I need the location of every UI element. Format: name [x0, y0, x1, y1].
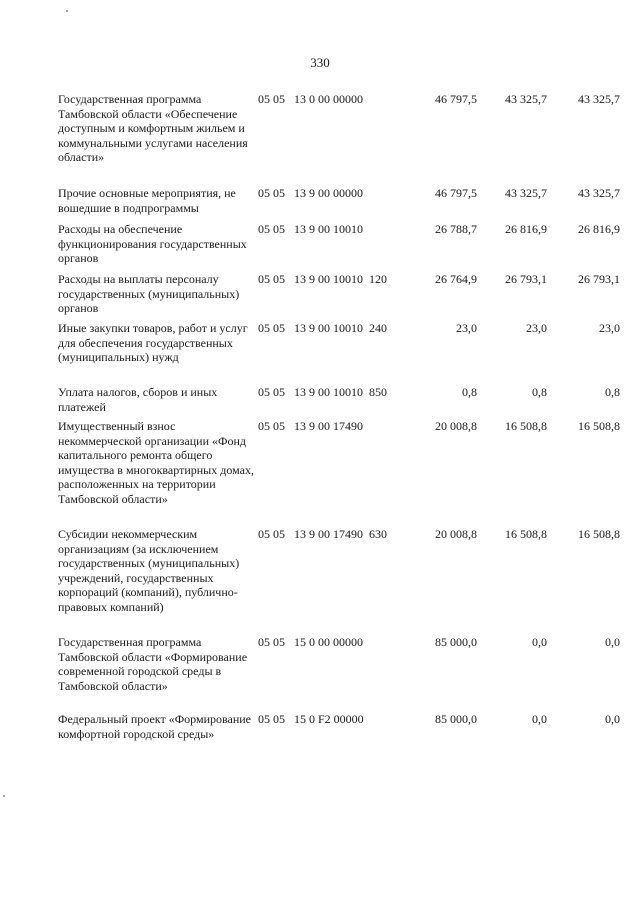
row-code: 05 05 13 0 00 00000 — [258, 92, 363, 106]
row-code: 05 05 13 9 00 17490 — [258, 419, 363, 433]
row-code: 05 05 15 0 00 00000 — [258, 635, 363, 649]
row-value-3: 43 325,7 — [578, 92, 620, 106]
scan-speck — [66, 10, 68, 12]
row-code: 05 05 13 9 00 10010 850 — [258, 385, 387, 399]
row-description: Расходы на обеспечение функционирования государственных органов — [58, 222, 247, 265]
row-description: Субсидии некоммерческим организациям (за исключением государственных (муниципальных) учреждений, государственных корпораций (компаний), публично-правовых компаний) — [58, 527, 240, 614]
row-code: 05 05 15 0 F2 00000 — [258, 712, 364, 726]
row-value-1: 20 008,8 — [435, 419, 477, 433]
row-value-2: 26 816,9 — [505, 222, 547, 236]
row-value-1: 46 797,5 — [435, 92, 477, 106]
page-number: 330 — [310, 55, 330, 70]
row-value-1: 26 788,7 — [435, 222, 477, 236]
row-description: Имущественный взнос некоммерческой организации «Фонд капитального ремонта общего имущества в многоквартирных домах, расположенных на территории Тамбовской области» — [58, 419, 254, 506]
row-value-3: 43 325,7 — [578, 186, 620, 200]
row-value-3: 26 816,9 — [578, 222, 620, 236]
row-value-1: 0,8 — [462, 385, 477, 399]
row-value-3: 23,0 — [599, 321, 620, 335]
row-value-3: 0,0 — [605, 635, 620, 649]
row-value-1: 26 764,9 — [435, 272, 477, 286]
row-value-1: 46 797,5 — [435, 186, 477, 200]
row-description: Иные закупки товаров, работ и услуг для обеспечения государственных (муниципальных) нужд — [58, 321, 248, 364]
row-value-3: 0,0 — [605, 712, 620, 726]
row-value-3: 26 793,1 — [578, 272, 620, 286]
row-value-2: 16 508,8 — [505, 527, 547, 541]
row-value-3: 16 508,8 — [578, 419, 620, 433]
row-value-2: 16 508,8 — [505, 419, 547, 433]
row-value-3: 0,8 — [605, 385, 620, 399]
row-value-1: 85 000,0 — [435, 712, 477, 726]
row-value-1: 20 008,8 — [435, 527, 477, 541]
row-value-2: 43 325,7 — [505, 92, 547, 106]
row-value-2: 43 325,7 — [505, 186, 547, 200]
row-code: 05 05 13 9 00 10010 120 — [258, 272, 387, 286]
row-value-2: 0,8 — [532, 385, 547, 399]
row-code: 05 05 13 9 00 17490 630 — [258, 527, 387, 541]
row-value-1: 85 000,0 — [435, 635, 477, 649]
row-description: Государственная программа Тамбовской области «Обеспечение доступным и комфортным жильем и коммунальными услугами населения области» — [58, 92, 248, 164]
row-value-2: 0,0 — [532, 635, 547, 649]
row-value-3: 16 508,8 — [578, 527, 620, 541]
row-code: 05 05 13 9 00 10010 — [258, 222, 363, 236]
row-code: 05 05 13 9 00 00000 — [258, 186, 363, 200]
row-description: Федеральный проект «Формирование комфортной городской среды» — [58, 712, 252, 741]
row-description: Уплата налогов, сборов и иных платежей — [58, 385, 218, 414]
row-value-1: 23,0 — [456, 321, 477, 335]
row-code: 05 05 13 9 00 10010 240 — [258, 321, 387, 335]
scan-speck — [3, 795, 5, 797]
row-description: Расходы на выплаты персоналу государственных (муниципальных) органов — [58, 272, 240, 315]
row-value-2: 23,0 — [526, 321, 547, 335]
row-description: Прочие основные мероприятия, не вошедшие в подпрограммы — [58, 186, 236, 215]
row-value-2: 26 793,1 — [505, 272, 547, 286]
row-description: Государственная программа Тамбовской области «Формирование современной городской среды в Тамбовской области» — [58, 635, 248, 693]
row-value-2: 0,0 — [532, 712, 547, 726]
